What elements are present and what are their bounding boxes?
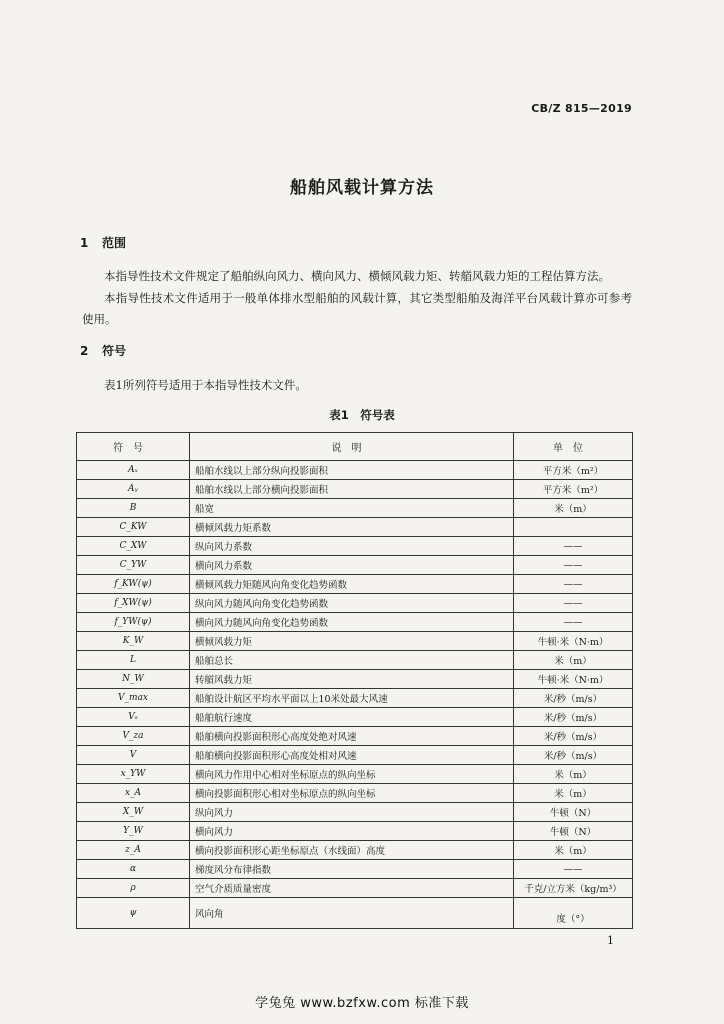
table-row <box>77 575 633 594</box>
table-row <box>77 499 633 518</box>
header-symbol: 符号 <box>77 433 190 461</box>
unit-cell: 米/秒（m/s） <box>514 689 633 708</box>
description-cell: 船舶航行速度 <box>190 708 514 727</box>
symbol-cell: N_W <box>77 670 190 689</box>
table-row <box>77 632 633 651</box>
table-row <box>77 879 633 898</box>
symbol-cell: L <box>77 651 190 670</box>
symbol-cell: Vₛ <box>77 708 190 727</box>
symbol-cell: V <box>77 746 190 765</box>
unit-cell: 平方米（m²） <box>514 461 633 480</box>
unit-cell: 牛顿（N） <box>514 822 633 841</box>
symbol-cell: α <box>77 860 190 879</box>
table-caption: 表1 符号表 <box>329 408 395 422</box>
unit-cell: 平方米（m²） <box>514 480 633 499</box>
symbol-cell: x_A <box>77 784 190 803</box>
symbol-cell: C_KW <box>77 518 190 537</box>
symbol-cell: ψ <box>77 898 190 929</box>
symbol-cell: B <box>77 499 190 518</box>
description-cell: 船舶水线以上部分纵向投影面积 <box>190 461 514 480</box>
symbol-cell: X_W <box>77 803 190 822</box>
unit-cell: 牛顿·米（N·m） <box>514 632 633 651</box>
symbol-cell: Aᵧ <box>77 480 190 499</box>
table-row <box>77 461 633 480</box>
table-row <box>77 822 633 841</box>
symbol-cell: Aₓ <box>77 461 190 480</box>
standard-code: CB/Z 815—2019 <box>531 102 632 115</box>
description-cell: 横向风力随风向角变化趋势函数 <box>190 613 514 632</box>
symbol-cell: f_XW(ψ) <box>77 594 190 613</box>
unit-cell: 米（m） <box>514 784 633 803</box>
description-cell: 横向风力作用中心相对坐标原点的纵向坐标 <box>190 765 514 784</box>
unit-cell: 米（m） <box>514 651 633 670</box>
description-cell: 横向投影面积形心相对坐标原点的纵向坐标 <box>190 784 514 803</box>
watermark-footer: 学兔兔 www.bzfxw.com 标准下载 <box>255 996 469 1011</box>
table-row <box>77 765 633 784</box>
unit-cell <box>514 518 633 537</box>
unit-cell: —— <box>514 594 633 613</box>
symbols-intro-paragraph: 表1所列符号适用于本指导性技术文件。 <box>104 378 307 392</box>
description-cell: 梯度风分布律指数 <box>190 860 514 879</box>
symbol-cell: x_YW <box>77 765 190 784</box>
description-cell: 纵向风力随风向角变化趋势函数 <box>190 594 514 613</box>
description-cell: 横倾风载力矩随风向角变化趋势函数 <box>190 575 514 594</box>
page-number: 1 <box>607 934 614 947</box>
description-cell: 转艏风载力矩 <box>190 670 514 689</box>
description-cell: 纵向风力系数 <box>190 537 514 556</box>
description-cell: 横向风力 <box>190 822 514 841</box>
symbol-cell: V_max <box>77 689 190 708</box>
description-cell: 纵向风力 <box>190 803 514 822</box>
section-2-heading <box>80 342 126 359</box>
symbol-cell: ρ <box>77 879 190 898</box>
table-row <box>77 651 633 670</box>
description-cell: 横向风力系数 <box>190 556 514 575</box>
unit-cell: 度（°） <box>514 898 633 929</box>
table-row <box>77 556 633 575</box>
unit-cell: 牛顿（N） <box>514 803 633 822</box>
unit-cell: 米/秒（m/s） <box>514 746 633 765</box>
scope-paragraph-2: 本指导性技术文件适用于一般单体排水型船舶的风载计算，其它类型船舶及海洋平台风载计算亦可参考使用。 <box>82 291 632 326</box>
unit-cell: —— <box>514 537 633 556</box>
description-cell: 船舶设计航区平均水平面以上10米处最大风速 <box>190 689 514 708</box>
unit-cell: 米（m） <box>514 765 633 784</box>
unit-cell: 米/秒（m/s） <box>514 727 633 746</box>
section-number: 2 <box>80 344 89 358</box>
symbol-cell: z_A <box>77 841 190 860</box>
unit-cell: —— <box>514 613 633 632</box>
table-row <box>77 860 633 879</box>
section-title: 范围 <box>102 236 127 250</box>
description-cell: 船舶总长 <box>190 651 514 670</box>
unit-cell: —— <box>514 556 633 575</box>
table-body <box>77 461 633 929</box>
description-cell: 空气介质质量密度 <box>190 879 514 898</box>
table-row <box>77 784 633 803</box>
description-cell: 船舶横向投影面积形心高度处绝对风速 <box>190 727 514 746</box>
unit-cell: 千克/立方米（kg/m³） <box>514 879 633 898</box>
table-row <box>77 898 633 929</box>
table-row <box>77 746 633 765</box>
symbol-cell: f_KW(ψ) <box>77 575 190 594</box>
table-row <box>77 670 633 689</box>
symbol-cell: K_W <box>77 632 190 651</box>
unit-cell: 牛顿·米（N·m） <box>514 670 633 689</box>
table-header-row <box>77 433 633 461</box>
description-cell: 船舶横向投影面积形心高度处相对风速 <box>190 746 514 765</box>
header-unit: 单位 <box>514 433 633 461</box>
table-row <box>77 727 633 746</box>
description-cell: 横倾风载力矩系数 <box>190 518 514 537</box>
section-number: 1 <box>80 236 89 250</box>
table-row <box>77 518 633 537</box>
symbols-table <box>76 432 633 929</box>
section-title: 符号 <box>102 344 127 358</box>
symbol-cell: C_XW <box>77 537 190 556</box>
section-1-heading <box>80 234 126 251</box>
symbol-cell: V_za <box>77 727 190 746</box>
description-cell: 船舶水线以上部分横向投影面积 <box>190 480 514 499</box>
header-description: 说明 <box>190 433 514 461</box>
symbol-cell: C_YW <box>77 556 190 575</box>
document-title: 船舶风载计算方法 <box>290 178 434 198</box>
symbol-cell: f_YW(ψ) <box>77 613 190 632</box>
description-cell: 船宽 <box>190 499 514 518</box>
scope-paragraph-1: 本指导性技术文件规定了船舶纵向风力、横向风力、横倾风载力矩、转艏风载力矩的工程估算方法。 <box>104 269 610 283</box>
symbol-cell: Y_W <box>77 822 190 841</box>
table-row <box>77 708 633 727</box>
description-cell: 横向投影面积形心距坐标原点（水线面）高度 <box>190 841 514 860</box>
table-row <box>77 613 633 632</box>
description-cell: 横倾风载力矩 <box>190 632 514 651</box>
unit-cell: 米（m） <box>514 841 633 860</box>
description-cell: 风向角 <box>190 898 514 929</box>
unit-cell: —— <box>514 860 633 879</box>
unit-cell: 米/秒（m/s） <box>514 708 633 727</box>
table-row <box>77 537 633 556</box>
unit-cell: 米（m） <box>514 499 633 518</box>
table-row <box>77 689 633 708</box>
table-row <box>77 841 633 860</box>
table-row <box>77 803 633 822</box>
unit-cell: —— <box>514 575 633 594</box>
table-row <box>77 594 633 613</box>
table-row <box>77 480 633 499</box>
